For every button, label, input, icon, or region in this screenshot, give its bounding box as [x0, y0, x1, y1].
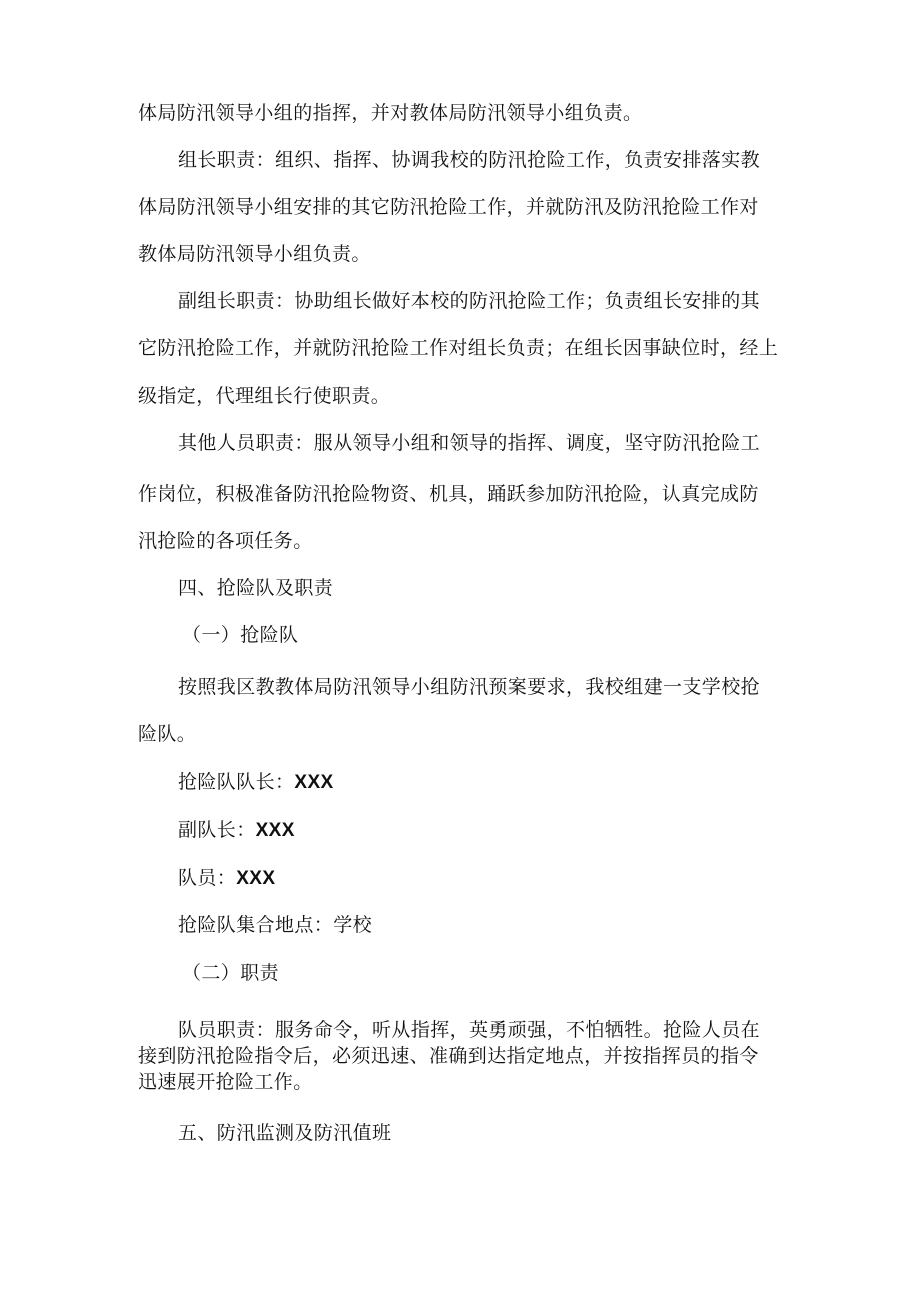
team-leader-line — [178, 770, 334, 795]
team-leader-label: 抢险队队长： — [178, 771, 295, 793]
members-label: 队员： — [178, 867, 237, 889]
paragraph-line: 迅速展开抢险工作。 — [138, 1071, 313, 1093]
members-line — [178, 866, 275, 891]
assembly-point: 抢险队集合地点：学校 — [178, 914, 373, 936]
paragraph-line: 其他人员职责：服从领导小组和领导的指挥、调度，坚守防汛抢险工 — [178, 432, 761, 454]
deputy-leader-line — [178, 818, 295, 843]
paragraph-line: 组长职责：组织、指挥、协调我校的防汛抢险工作，负责安排落实教 — [178, 149, 761, 171]
paragraph-line: 接到防汛抢险指令后，必须迅速、准确到达指定地点，并按指挥员的指令 — [138, 1045, 759, 1067]
deputy-leader-label: 副队长： — [178, 819, 256, 841]
paragraph-line: 队员职责：服务命令，听从指挥，英勇顽强，不怕牺牲。抢险人员在 — [178, 1019, 761, 1041]
deputy-leader-value: XXX — [255, 820, 295, 841]
paragraph-line: 汛抢险的各项任务。 — [138, 530, 313, 552]
paragraph-line: 体局防汛领导小组安排的其它防汛抢险工作，并就防汛及防汛抢险工作对 — [138, 196, 759, 218]
members-value: XXX — [236, 868, 276, 889]
subsection-heading: （一）抢险队 — [182, 624, 299, 646]
section-heading: 四、抢险队及职责 — [178, 577, 334, 599]
paragraph-line: 教体局防汛领导小组负责。 — [138, 243, 371, 265]
section-heading: 五、防汛监测及防汛值班 — [178, 1122, 392, 1144]
paragraph-line: 级指定，代理组长行使职责。 — [138, 385, 391, 407]
paragraph-line: 险队。 — [138, 723, 197, 745]
paragraph-line: 按照我区教教体局防汛领导小组防汛预案要求，我校组建一支学校抢 — [178, 676, 761, 698]
paragraph-line: 它防汛抢险工作，并就防汛抢险工作对组长负责；在组长因事缺位时，经上 — [138, 337, 779, 359]
paragraph-line: 副组长职责：协助组长做好本校的防汛抢险工作；负责组长安排的其 — [178, 290, 761, 312]
paragraph-line: 体局防汛领导小组的指挥，并对教体局防汛领导小组负责。 — [138, 102, 643, 124]
paragraph-line: 作岗位，积极准备防汛抢险物资、机具，踊跃参加防汛抢险，认真完成防 — [138, 483, 759, 505]
team-leader-value: XXX — [294, 772, 334, 793]
subsection-heading: （二）职责 — [182, 962, 280, 984]
